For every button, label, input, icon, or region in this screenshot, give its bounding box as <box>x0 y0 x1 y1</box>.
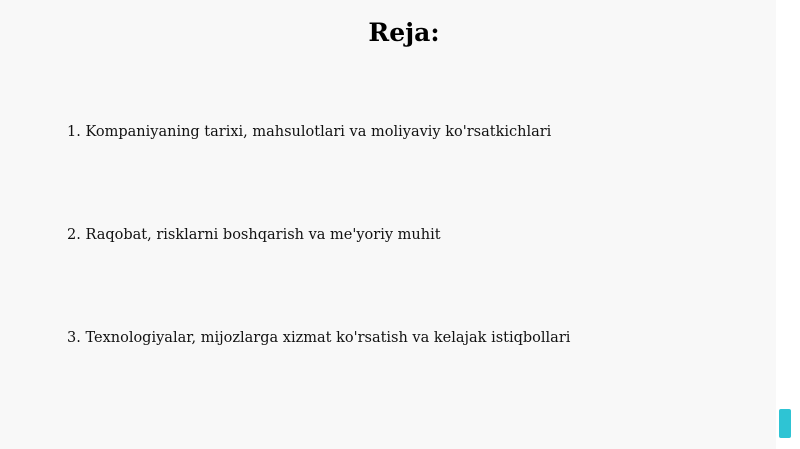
agenda-item: 3. Texnologiyalar, mijozlarga xizmat ko'rsatish va kelajak istiqbollari <box>67 330 571 346</box>
agenda-item: 1. Kompaniyaning tarixi, mahsulotlari va moliyaviy ko'rsatkichlari <box>67 124 552 140</box>
agenda-item: 2. Raqobat, risklarni boshqarish va me'yoriy muhit <box>67 227 441 243</box>
scrollbar-track[interactable] <box>776 0 800 449</box>
slide-title: Reja: <box>368 18 440 47</box>
scroll-thumb[interactable] <box>779 409 791 438</box>
